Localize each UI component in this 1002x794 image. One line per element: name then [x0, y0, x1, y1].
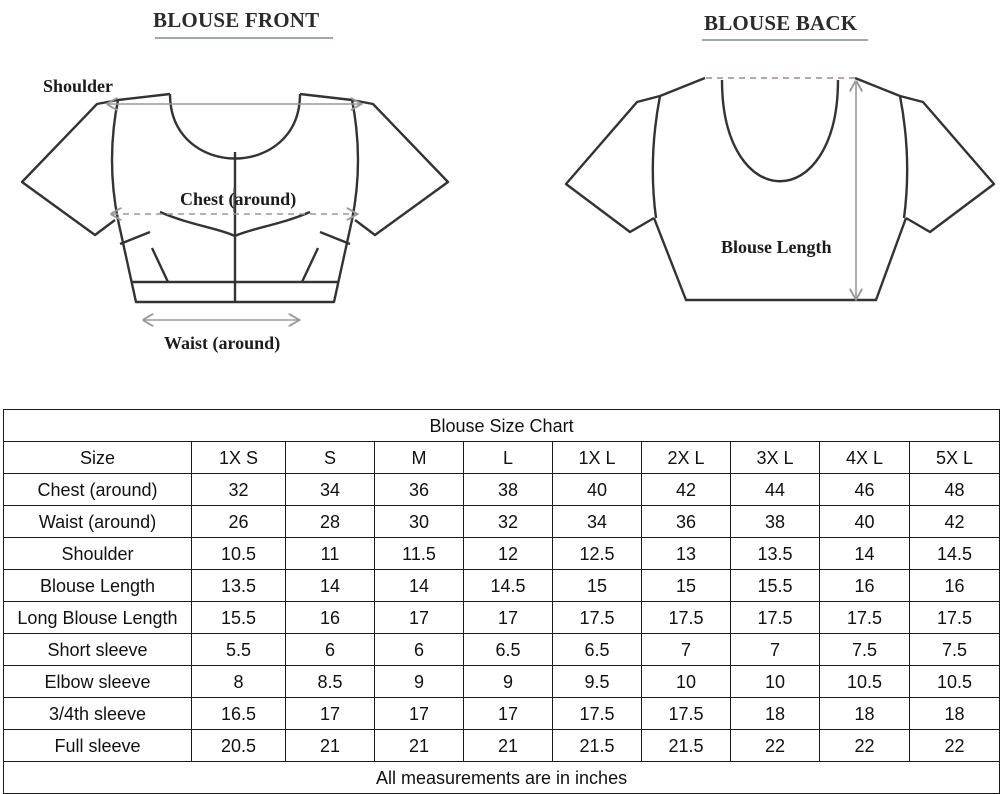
- table-cell: 15.5: [731, 570, 820, 602]
- chart-title: Blouse Size Chart: [4, 410, 1000, 442]
- table-cell: 21: [375, 730, 464, 762]
- blouse-length-label: Blouse Length: [721, 237, 832, 257]
- table-cell: 7: [642, 634, 731, 666]
- table-cell: 17: [464, 698, 553, 730]
- table-cell: 7.5: [910, 634, 1000, 666]
- table-cell: 18: [820, 698, 910, 730]
- table-cell: 17.5: [731, 602, 820, 634]
- table-row: [4, 570, 1000, 602]
- waist-label: Waist (around): [164, 333, 281, 353]
- table-cell: 32: [192, 474, 286, 506]
- size-header-label: Size: [4, 442, 192, 474]
- table-cell: 34: [286, 474, 375, 506]
- table-row: [4, 666, 1000, 698]
- chest-label: Chest (around): [180, 189, 297, 209]
- table-cell: 34: [553, 506, 642, 538]
- table-cell: 20.5: [192, 730, 286, 762]
- table-cell: 15: [553, 570, 642, 602]
- table-row: [4, 474, 1000, 506]
- table-cell: 32: [464, 506, 553, 538]
- table-cell: 10: [642, 666, 731, 698]
- table-cell: 16.5: [192, 698, 286, 730]
- table-row: [4, 538, 1000, 570]
- back-blouse-outline: [566, 78, 994, 300]
- table-cell: 16: [820, 570, 910, 602]
- table-row: [4, 506, 1000, 538]
- chart-footer-row: [4, 762, 1000, 794]
- table-cell: 48: [910, 474, 1000, 506]
- chart-title-row: [4, 410, 1000, 442]
- table-cell: 21.5: [642, 730, 731, 762]
- table-cell: 16: [286, 602, 375, 634]
- table-cell: 17.5: [553, 698, 642, 730]
- table-cell: 14: [375, 570, 464, 602]
- table-cell: 14: [820, 538, 910, 570]
- size-chart-table: [3, 409, 1000, 794]
- blouse-illustration: [0, 0, 1002, 395]
- row-label: Long Blouse Length: [4, 602, 192, 634]
- table-cell: 10.5: [910, 666, 1000, 698]
- table-cell: 17.5: [642, 602, 731, 634]
- table-row: [4, 634, 1000, 666]
- table-cell: 21: [464, 730, 553, 762]
- table-cell: 15.5: [192, 602, 286, 634]
- row-label: 3/4th sleeve: [4, 698, 192, 730]
- table-cell: 9.5: [553, 666, 642, 698]
- back-title: BLOUSE BACK: [704, 11, 858, 35]
- table-cell: 38: [464, 474, 553, 506]
- size-header-cell: 5X L: [910, 442, 1000, 474]
- table-cell: 12.5: [553, 538, 642, 570]
- table-cell: 11: [286, 538, 375, 570]
- size-header-cell: L: [464, 442, 553, 474]
- size-header-cell: 1X S: [192, 442, 286, 474]
- shoulder-label: Shoulder: [43, 76, 114, 96]
- blouse-diagrams: [0, 0, 1002, 395]
- row-label: Waist (around): [4, 506, 192, 538]
- size-chart-container: [3, 409, 999, 787]
- table-cell: 14.5: [464, 570, 553, 602]
- row-label: Blouse Length: [4, 570, 192, 602]
- table-cell: 36: [642, 506, 731, 538]
- table-cell: 13: [642, 538, 731, 570]
- row-label: Shoulder: [4, 538, 192, 570]
- table-cell: 18: [910, 698, 1000, 730]
- table-row: [4, 730, 1000, 762]
- table-cell: 14: [286, 570, 375, 602]
- table-cell: 28: [286, 506, 375, 538]
- table-cell: 7: [731, 634, 820, 666]
- chart-header-row: [4, 442, 1000, 474]
- table-cell: 22: [731, 730, 820, 762]
- table-cell: 17.5: [642, 698, 731, 730]
- table-cell: 13.5: [731, 538, 820, 570]
- table-cell: 6.5: [553, 634, 642, 666]
- table-cell: 21.5: [553, 730, 642, 762]
- table-cell: 21: [286, 730, 375, 762]
- table-cell: 22: [820, 730, 910, 762]
- table-cell: 6.5: [464, 634, 553, 666]
- table-cell: 17: [464, 602, 553, 634]
- table-row: [4, 698, 1000, 730]
- size-header-cell: M: [375, 442, 464, 474]
- table-cell: 36: [375, 474, 464, 506]
- size-header-cell: 2X L: [642, 442, 731, 474]
- table-cell: 18: [731, 698, 820, 730]
- size-header-cell: 4X L: [820, 442, 910, 474]
- row-label: Elbow sleeve: [4, 666, 192, 698]
- table-cell: 42: [910, 506, 1000, 538]
- row-label: Full sleeve: [4, 730, 192, 762]
- table-cell: 16: [910, 570, 1000, 602]
- table-cell: 12: [464, 538, 553, 570]
- table-row: [4, 602, 1000, 634]
- table-cell: 17: [375, 602, 464, 634]
- row-label: Chest (around): [4, 474, 192, 506]
- table-cell: 10.5: [192, 538, 286, 570]
- table-cell: 15: [642, 570, 731, 602]
- table-cell: 40: [553, 474, 642, 506]
- table-cell: 11.5: [375, 538, 464, 570]
- table-cell: 17: [375, 698, 464, 730]
- size-header-cell: 1X L: [553, 442, 642, 474]
- table-cell: 10.5: [820, 666, 910, 698]
- table-cell: 9: [375, 666, 464, 698]
- table-cell: 13.5: [192, 570, 286, 602]
- table-cell: 17.5: [910, 602, 1000, 634]
- table-cell: 42: [642, 474, 731, 506]
- table-cell: 5.5: [192, 634, 286, 666]
- front-title: BLOUSE FRONT: [153, 8, 320, 32]
- table-cell: 6: [286, 634, 375, 666]
- table-cell: 8.5: [286, 666, 375, 698]
- table-cell: 26: [192, 506, 286, 538]
- measurement-note: All measurements are in inches: [4, 762, 1000, 794]
- table-cell: 46: [820, 474, 910, 506]
- table-cell: 8: [192, 666, 286, 698]
- table-cell: 9: [464, 666, 553, 698]
- table-cell: 22: [910, 730, 1000, 762]
- size-header-cell: S: [286, 442, 375, 474]
- table-cell: 17.5: [820, 602, 910, 634]
- row-label: Short sleeve: [4, 634, 192, 666]
- table-cell: 44: [731, 474, 820, 506]
- table-cell: 38: [731, 506, 820, 538]
- table-cell: 17.5: [553, 602, 642, 634]
- size-header-cell: 3X L: [731, 442, 820, 474]
- table-cell: 10: [731, 666, 820, 698]
- table-cell: 40: [820, 506, 910, 538]
- table-cell: 30: [375, 506, 464, 538]
- table-cell: 6: [375, 634, 464, 666]
- table-cell: 17: [286, 698, 375, 730]
- table-cell: 7.5: [820, 634, 910, 666]
- table-cell: 14.5: [910, 538, 1000, 570]
